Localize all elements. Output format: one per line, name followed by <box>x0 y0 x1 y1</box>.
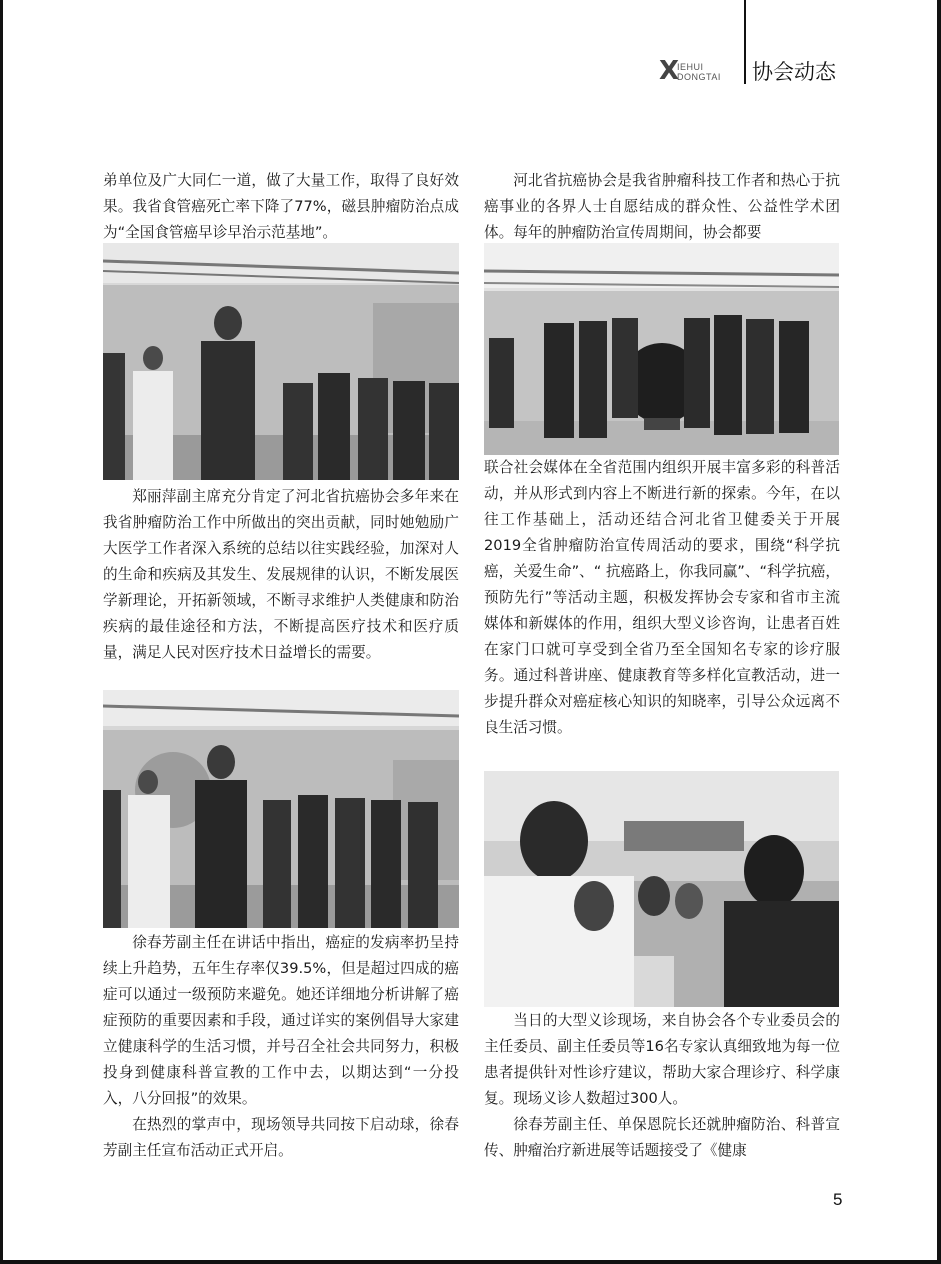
header-logo-line1: IEHUI <box>677 62 704 72</box>
header-divider <box>744 0 746 84</box>
header-logo-line2: DONGTAI <box>677 72 721 82</box>
right-para-3-block <box>484 1008 840 1164</box>
photo-speaker-1 <box>103 243 459 480</box>
page-frame-bottom <box>0 1260 941 1264</box>
header-logo-x: X <box>659 56 680 86</box>
page-frame-left <box>0 0 3 1264</box>
photo-speaker-2 <box>103 690 459 928</box>
left-para-3-block <box>103 930 459 1164</box>
left-paragraph-3: 徐春芳副主任在讲话中指出，癌症的发病率扔呈持续上升趋势，五年生存率仅39.5%，但是超过四成的癌症可以通过一级预防来避免。她还详细地分析讲解了癌症预防的重要因素和手段，通过详实的案例倡导大家建立健康科学的生活习惯，并号召全社会共同努力，积极投身到健康科普宣教的工作中去，以期达到“一分投入，八分回报”的效果。 <box>103 934 459 1107</box>
right-paragraph-4: 徐春芳副主任、单保恩院长还就肿瘤防治、科普宣传、肿瘤治疗新进展等话题接受了《健康 <box>484 1116 840 1159</box>
left-para-1-block <box>103 168 459 246</box>
right-paragraph-1: 河北省抗癌协会是我省肿瘤科技工作者和热心于抗癌事业的各界人士自愿结成的群众性、公益性学术团体。每年的肿瘤防治宣传周期间，协会都要 <box>484 172 840 241</box>
section-title: 协会动态 <box>752 60 836 84</box>
left-paragraph-2: 郑丽萍副主席充分肯定了河北省抗癌协会多年来在我省肿瘤防治工作中所做出的突出贡献，同时她勉励广大医学工作者深入系统的总结以往实践经验，加深对人的生命和疾病及其发生、发展规律的认识，不断发展医学新理论，开拓新领域，不断寻求维护人类健康和防治疾病的最佳途径和方法，不断提高医疗技术和医疗质量，满足人民对医疗技术日益增长的需要。 <box>103 488 459 661</box>
photo-free-clinic <box>484 771 839 1007</box>
photo-launch-ceremony <box>484 243 839 455</box>
right-para-1-block <box>484 168 840 246</box>
page-number: 5 <box>833 1190 843 1209</box>
left-para-2-block <box>103 484 459 666</box>
right-paragraph-3: 当日的大型义诊现场，来自协会各个专业委员会的主任委员、副主任委员等16名专家认真细致地为每一位患者提供针对性诊疗建议，帮助大家合理诊疗、科学康复。现场义诊人数超过300人。 <box>484 1012 840 1107</box>
left-paragraph-4: 在热烈的掌声中，现场领导共同按下启动球，徐春芳副主任宣布活动正式开启。 <box>103 1116 459 1159</box>
page-frame-right <box>937 0 941 1264</box>
right-para-2-block <box>484 455 840 741</box>
left-paragraph-1: 弟单位及广大同仁一道，做了大量工作，取得了良好效果。我省食管癌死亡率下降了77%，磁县肿瘤防治点成为“全国食管癌早诊早治示范基地”。 <box>103 172 459 241</box>
right-paragraph-2: 联合社会媒体在全省范围内组织开展丰富多彩的科普活动，并从形式到内容上不断进行新的探索。今年，在以往工作基础上，活动还结合河北省卫健委关于开展2019全省肿瘤防治宣传周活动的要求，围绕“科学抗癌，关爱生命”、“ 抗癌路上，你我同赢”、“科学抗癌，预防先行”等活动主题，积极发挥协会专家和省市主流媒体和新媒体的作用，组织大型义诊咨询，让患者百姓在家门口就可享受到全省乃至全国知名专家的诊疗服务。通过科普讲座、健康教育等多样化宣教活动，进一步提升群众对癌症核心知识的知晓率，引导公众远离不良生活习惯。 <box>484 459 840 736</box>
